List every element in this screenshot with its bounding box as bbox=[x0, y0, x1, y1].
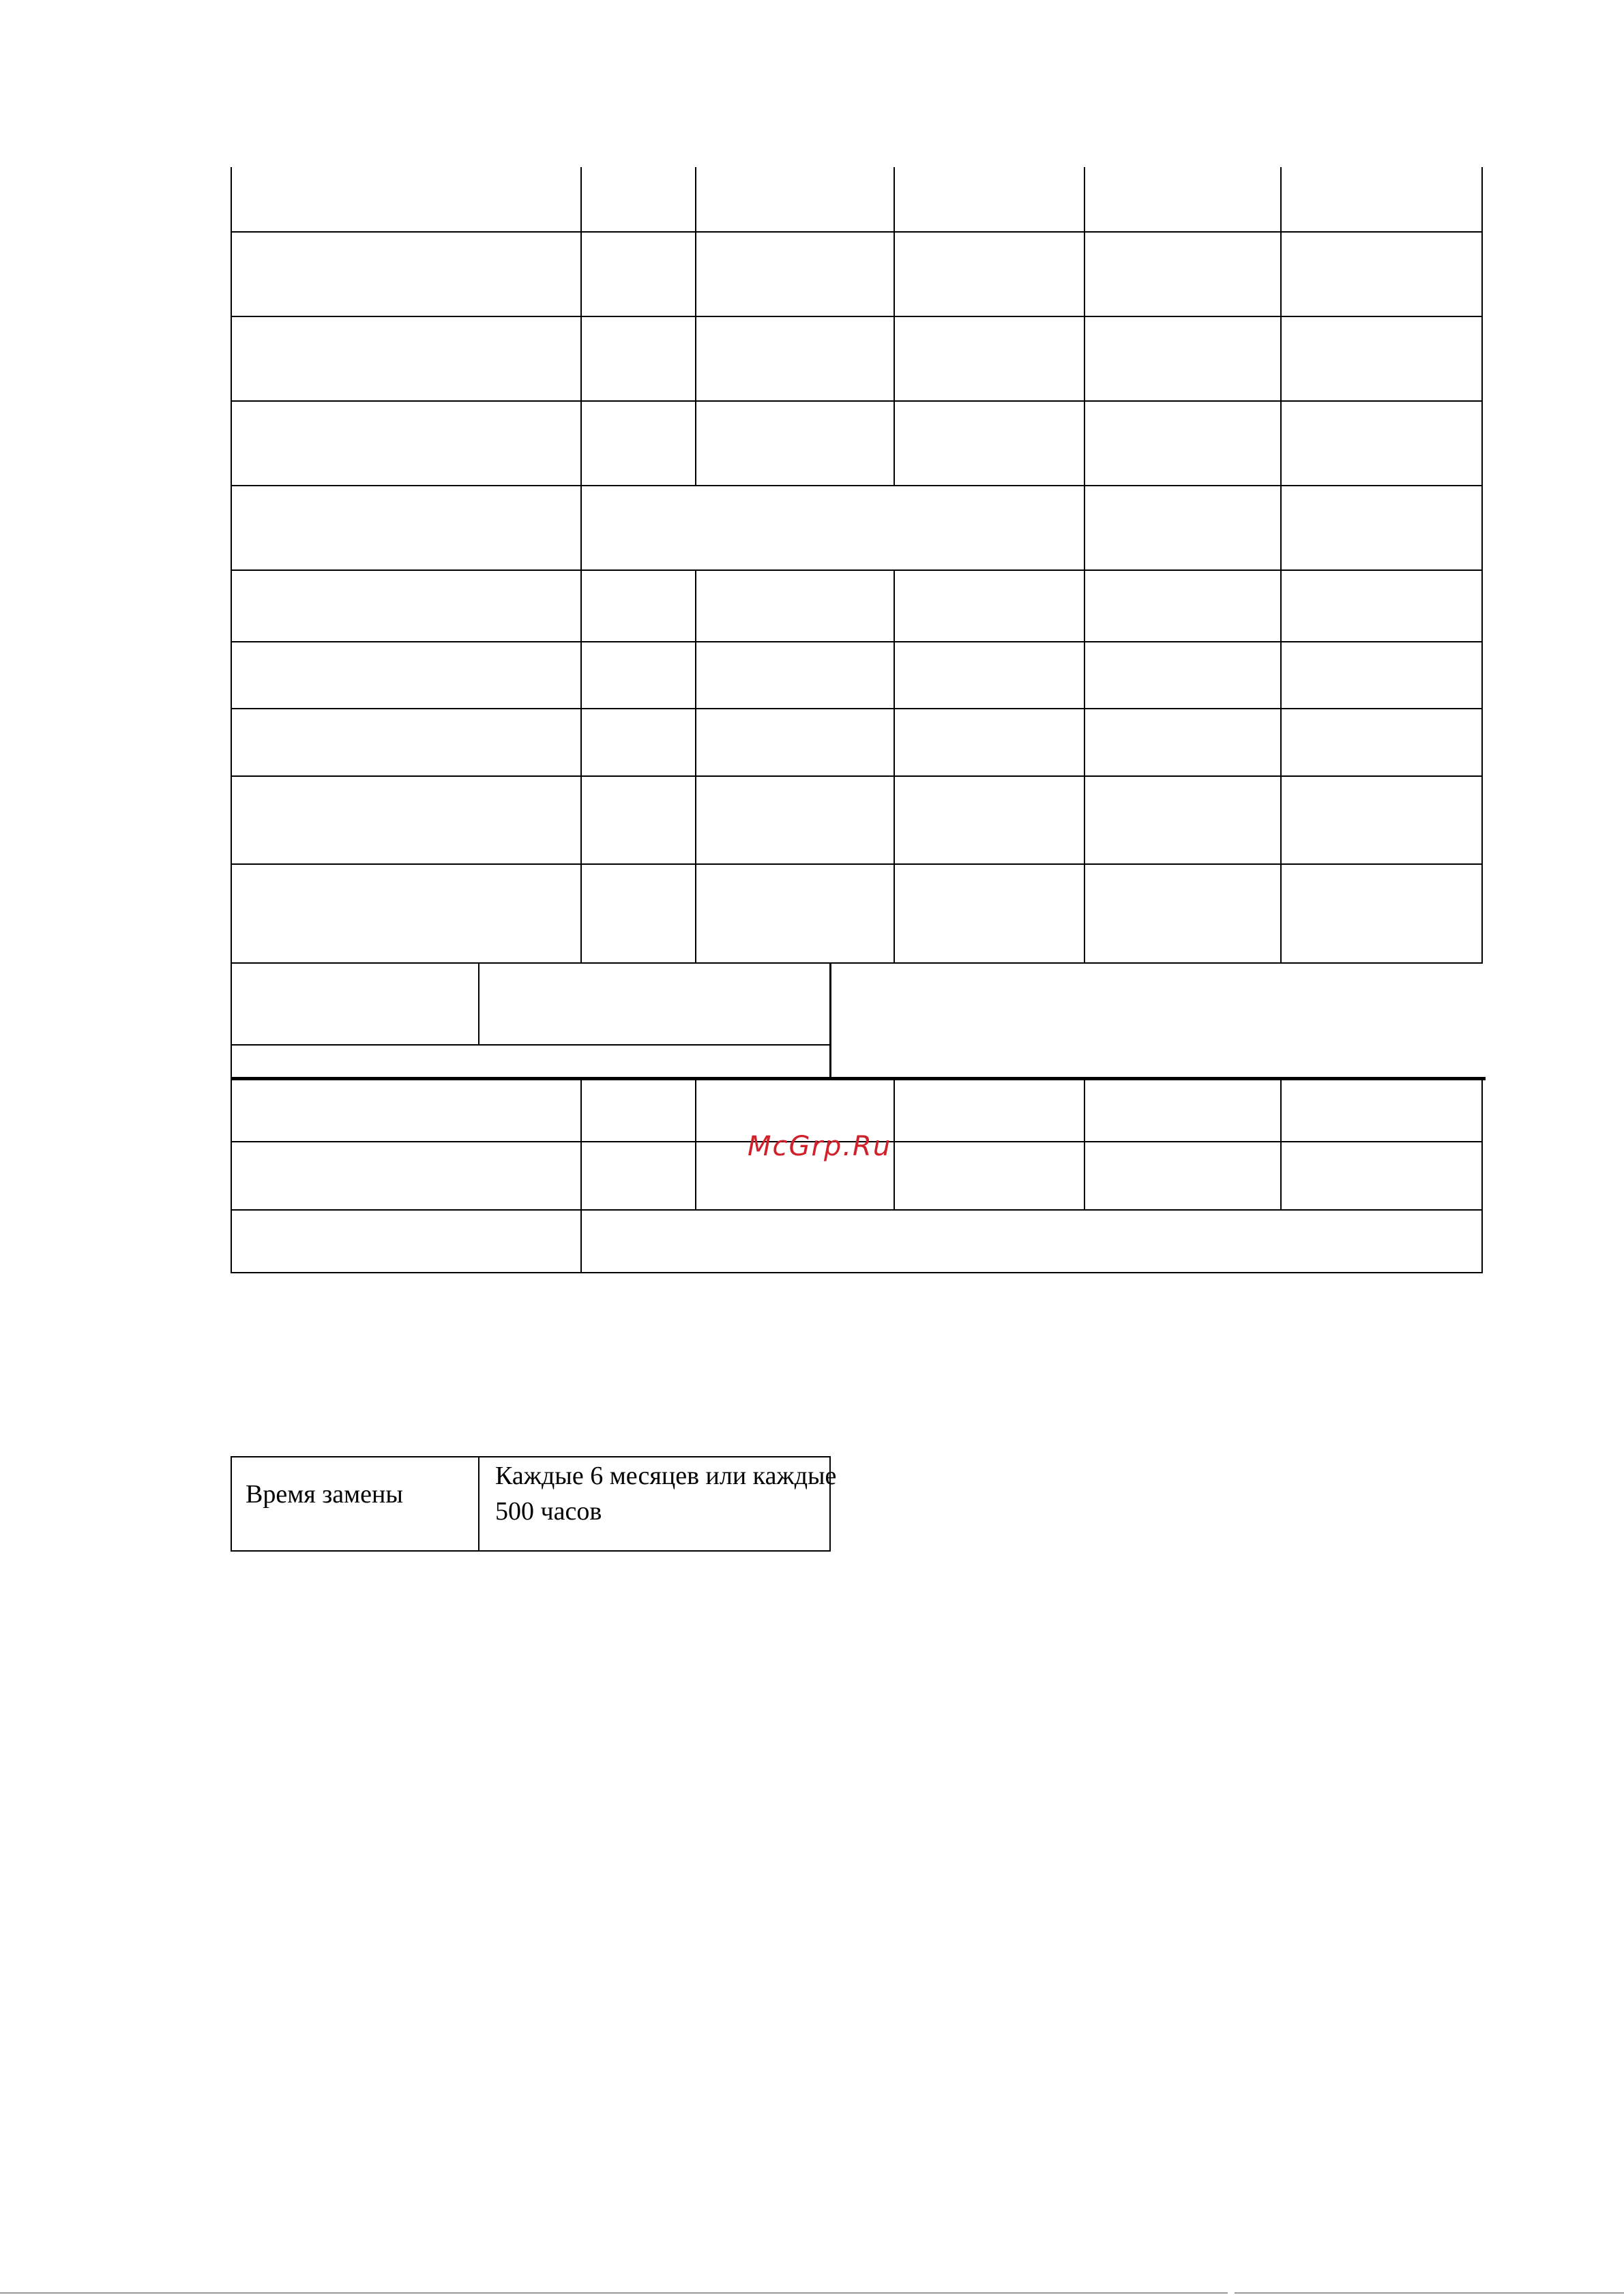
table-rule bbox=[231, 167, 232, 964]
table-rule bbox=[231, 1078, 232, 1273]
table-rule bbox=[695, 1078, 696, 1211]
table-rule bbox=[231, 962, 1483, 964]
table-rule bbox=[894, 167, 895, 486]
table-rule bbox=[1280, 167, 1282, 964]
table-rule bbox=[829, 962, 831, 1080]
table-rule bbox=[231, 962, 232, 1080]
table-rule bbox=[231, 775, 1483, 777]
table-rule bbox=[231, 400, 1483, 402]
table-rule bbox=[231, 1456, 232, 1552]
table-rule bbox=[231, 1272, 1483, 1273]
replacement-time-label: Время замены bbox=[246, 1480, 403, 1509]
table-rule bbox=[231, 569, 1483, 571]
table-rule bbox=[1280, 1078, 1282, 1211]
replacement-time-value-line1: Каждые 6 месяцев или каждые bbox=[495, 1462, 837, 1490]
table-rule bbox=[231, 485, 1483, 486]
table-rule bbox=[894, 569, 895, 964]
table-rule bbox=[478, 962, 479, 1046]
table-rule bbox=[231, 1456, 831, 1457]
table-rule bbox=[231, 231, 1483, 233]
table-rule bbox=[695, 569, 696, 964]
replacement-time-value-line2: 500 часов bbox=[495, 1497, 602, 1526]
table-rule bbox=[231, 1550, 831, 1552]
table-rule bbox=[1084, 167, 1085, 964]
table-rule bbox=[478, 1456, 479, 1552]
table-rule bbox=[231, 708, 1483, 709]
table-rule bbox=[1481, 1078, 1483, 1273]
table-rule bbox=[231, 1044, 831, 1046]
table-rule bbox=[894, 1078, 895, 1211]
table-rule bbox=[1481, 167, 1483, 964]
page-bottom-edge bbox=[0, 2292, 1624, 2294]
table-thick-rule bbox=[231, 1077, 1486, 1080]
table-rule bbox=[580, 1078, 582, 1273]
watermark-text: McGrp.Ru bbox=[748, 1131, 892, 1162]
table-rule bbox=[1084, 1078, 1085, 1211]
table-rule bbox=[231, 863, 1483, 865]
table-rule bbox=[231, 1209, 1483, 1211]
table-rule bbox=[695, 167, 696, 486]
table-rule bbox=[231, 316, 1483, 317]
table-rule bbox=[231, 641, 1483, 642]
table-rule bbox=[580, 167, 582, 964]
